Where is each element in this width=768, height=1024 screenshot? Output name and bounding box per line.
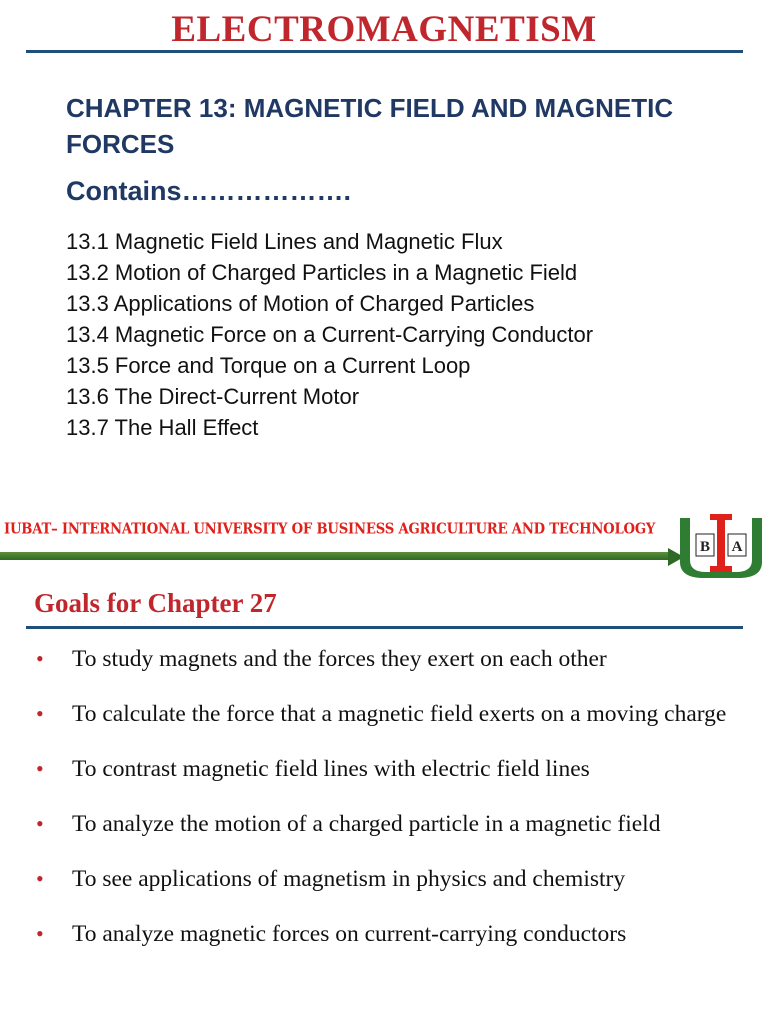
university-banner (0, 510, 768, 580)
title-divider (26, 50, 743, 53)
iubat-logo-icon (676, 510, 766, 580)
toc-item: 13.2 Motion of Charged Particles in a Magnetic Field (66, 260, 578, 285)
chapter-title: CHAPTER 13: MAGNETIC FIELD AND MAGNETIC FORCES (66, 93, 674, 159)
bullet-icon: • (36, 811, 44, 836)
goal-item (36, 698, 746, 730)
bullet-icon: • (36, 756, 44, 781)
logo-letter-b: B (699, 539, 711, 555)
goal-text: To analyze the motion of a charged particle in a magnetic field (72, 811, 661, 837)
goals-title: Goals for Chapter 27 (34, 588, 277, 618)
goal-item (36, 918, 746, 950)
table-of-contents (66, 226, 593, 443)
toc-item: 13.4 Magnetic Force on a Current-Carrying Conductor (66, 322, 594, 347)
contains-heading: Contains………………. (66, 176, 352, 206)
logo-letter-a: A (731, 539, 743, 555)
toc-item: 13.5 Force and Torque on a Current Loop (66, 353, 471, 378)
goals-divider (26, 626, 743, 629)
toc-item: 13.3 Applications of Motion of Charged Particles (66, 291, 535, 316)
goal-text: To calculate the force that a magnetic field exerts on a moving charge (72, 701, 727, 727)
goal-item (36, 643, 746, 675)
toc-item: 13.7 The Hall Effect (66, 415, 259, 440)
banner-arrow-line (0, 552, 670, 560)
goal-item (36, 863, 746, 895)
goals-list (36, 643, 746, 973)
goal-text: To contrast magnetic field lines with electric field lines (72, 756, 590, 782)
goal-text: To analyze magnetic forces on current-carrying conductors (72, 921, 627, 947)
bullet-icon: • (36, 921, 44, 946)
toc-item: 13.1 Magnetic Field Lines and Magnetic Flux (66, 229, 503, 254)
slide-title: ELECTROMAGNETISM (171, 9, 597, 50)
goal-item (36, 808, 746, 840)
university-name: IUBAT– INTERNATIONAL UNIVERSITY OF BUSINESS AGRICULTURE AND TECHNOLOGY (4, 520, 656, 539)
toc-item: 13.6 The Direct-Current Motor (66, 384, 360, 409)
goal-text: To see applications of magnetism in physics and chemistry (72, 866, 626, 892)
bullet-icon: • (36, 646, 44, 671)
bullet-icon: • (36, 866, 44, 891)
bullet-icon: • (36, 701, 44, 726)
goal-text: To study magnets and the forces they exert on each other (72, 646, 607, 672)
goal-item (36, 753, 746, 785)
